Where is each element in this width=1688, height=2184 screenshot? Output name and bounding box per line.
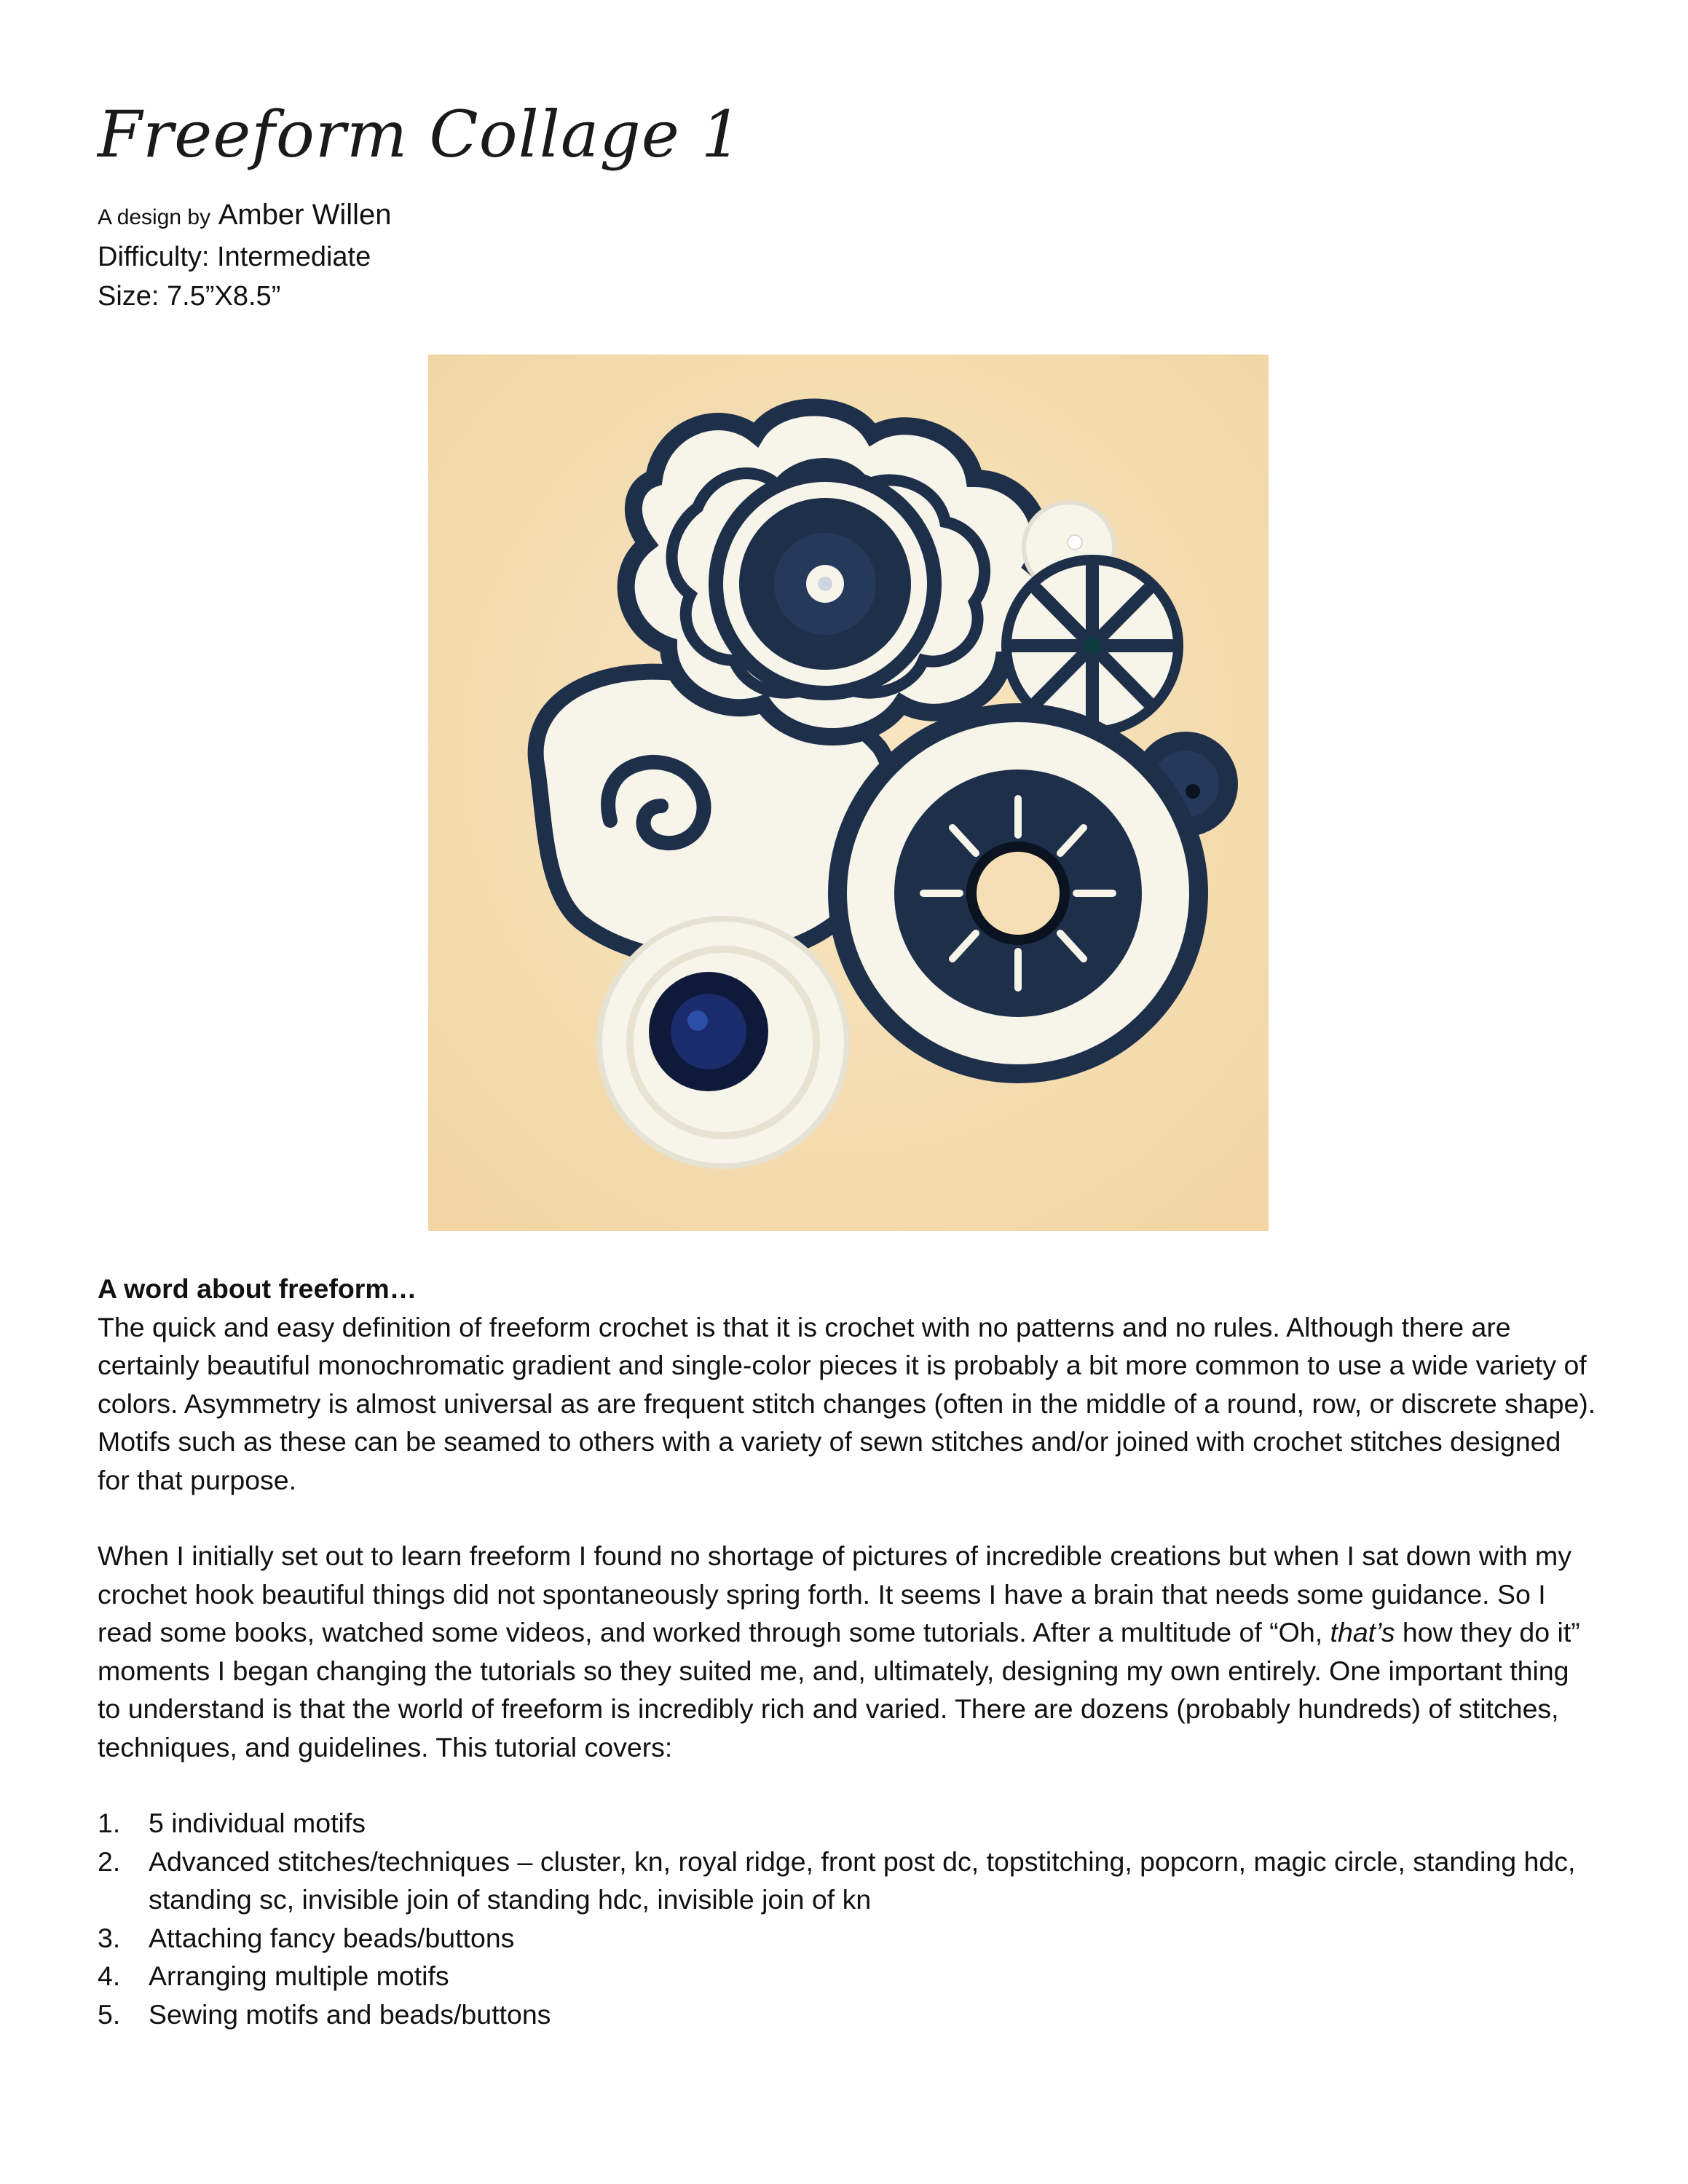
collage-illustration — [428, 355, 1269, 1231]
list-number: 3. — [98, 1922, 121, 1953]
pattern-meta — [98, 195, 392, 316]
difficulty: Difficulty: Intermediate — [98, 242, 371, 272]
byline-prefix: A design by — [98, 205, 211, 229]
author-name: Amber Willen — [218, 199, 392, 231]
paragraph-2-end: how they do it” moments I began changing the tutorials so they suited me, and, ultimately, designing my own entirely. One important thing to understand is that the world of freeform is incredibly rich and varied. There are dozens (probably hundreds) of stitches, techniques, and guidelines. This tutorial covers: — [98, 1617, 1580, 1762]
list-text: Arranging multiple motifs — [149, 1961, 449, 1991]
list-text: Attaching fancy beads/buttons — [149, 1922, 515, 1953]
ring-motif — [837, 713, 1199, 1074]
paragraph-2-emphasis: that’s — [1330, 1617, 1395, 1647]
list-item — [98, 1919, 1598, 1958]
list-number: 4. — [98, 1961, 121, 1991]
collage-photo — [428, 355, 1269, 1231]
button-motif — [599, 919, 847, 1166]
section-heading: A word about freeform… — [98, 1273, 417, 1304]
document-title: Freeform Collage 1 — [98, 97, 743, 172]
list-item — [98, 1804, 1598, 1843]
paragraph-2-start: When I initially set out to learn freeform I found no shortage of pictures of incredible creations but when I sat down with my crochet hook beautiful things did not spontaneously spring forth. It seems I have a brain that needs some guidance. So I read some books, watched some videos, and worked through some tutorials. After a multitude of “Oh, — [98, 1540, 1571, 1647]
list-number: 1. — [98, 1808, 121, 1838]
list-item — [98, 1995, 1598, 2034]
list-text: Advanced stitches/techniques – cluster, kn, royal ridge, front post dc, topstitching, popcorn, magic circle, standing hdc, standing sc, invisible join of standing hdc, invisible join of kn — [149, 1845, 1576, 1915]
paragraph-1: The quick and easy definition of freeform crochet is that it is crochet with no patterns and no rules. Although there are certainly beautiful monochromatic gradient and single-color pieces it is probably a bit more common to use a wide variety of colors. Asymmetry is almost universal as are frequent stitch changes (often in the middle of a round, row, or discrete shape). Motifs such as these can be seamed to others with a variety of sewn stitches and/or joined with crochet stitches designed for that purpose. — [98, 1311, 1596, 1495]
tutorial-covers-list — [98, 1804, 1598, 2033]
intro-section — [98, 1270, 1598, 2033]
byline — [98, 195, 392, 237]
list-number: 5. — [98, 1998, 121, 2030]
list-item — [98, 1843, 1598, 1919]
list-item — [98, 1957, 1598, 1995]
paragraph-2 — [98, 1537, 1598, 1766]
list-text: 5 individual motifs — [149, 1808, 366, 1838]
list-number: 2. — [98, 1845, 121, 1877]
list-text: Sewing motifs and beads/buttons — [149, 1998, 551, 2030]
size: Size: 7.5”X8.5” — [98, 281, 281, 312]
